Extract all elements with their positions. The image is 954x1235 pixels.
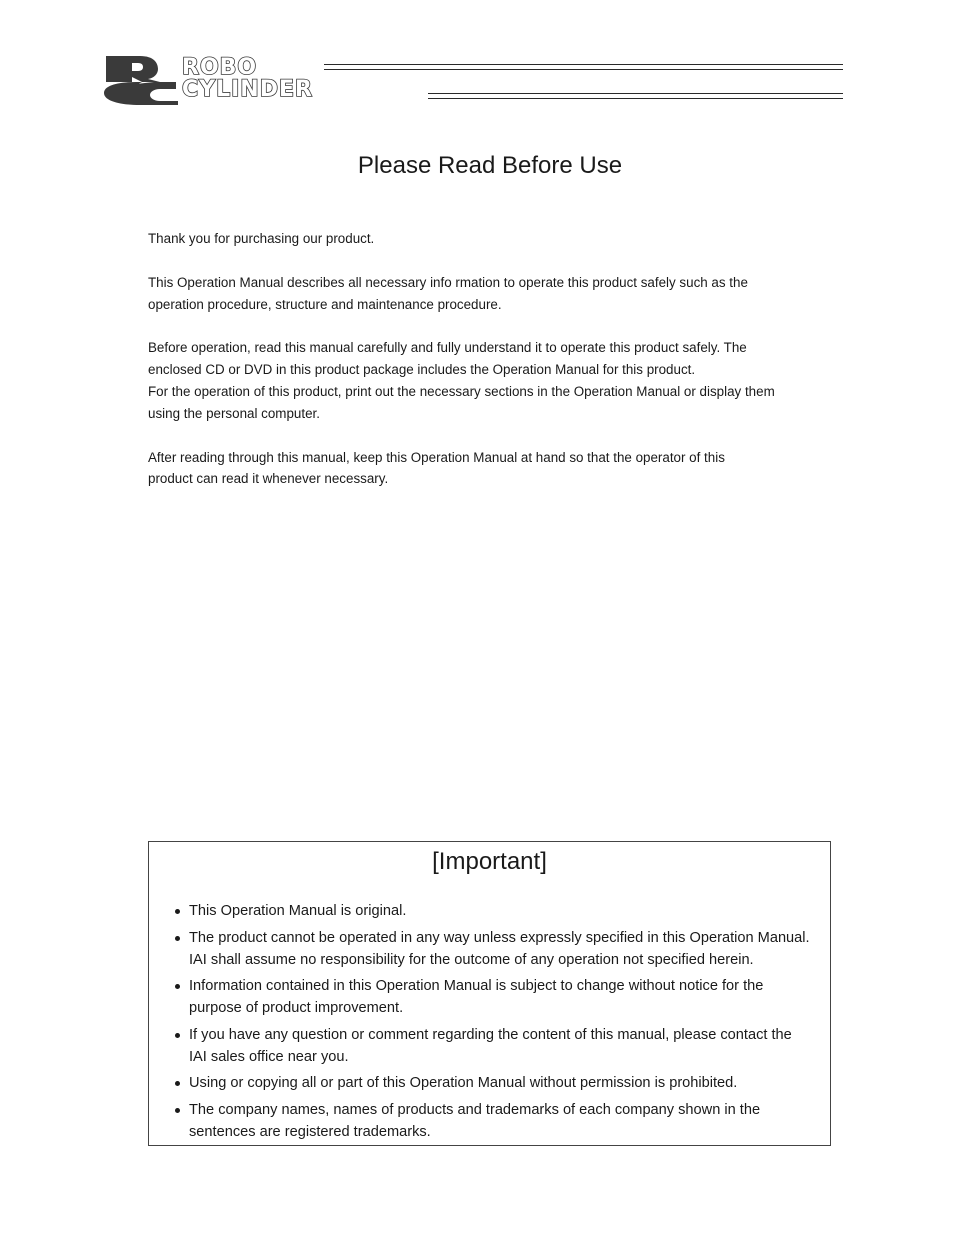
intro-section (148, 228, 818, 512)
bullet-icon (175, 1108, 180, 1113)
header-rule-top (324, 64, 843, 70)
list-item-text: Information contained in this Operation Manual is subject to change without notice for the purpose of product improvement. (189, 978, 764, 1016)
bullet-icon (175, 936, 180, 941)
important-box (148, 841, 831, 1146)
paragraph-description: This Operation Manual describes all necessary info rmation to operate this product safely such as the operation procedure, structure and maintenance procedure. (148, 274, 748, 312)
bullet-icon (175, 1081, 180, 1086)
bullet-icon (175, 984, 180, 989)
header-rule-bottom (428, 93, 843, 99)
list-item (173, 1099, 812, 1143)
list-item-text: Using or copying all or part of this Operation Manual without permission is prohibited. (189, 1075, 738, 1091)
bullet-icon (175, 909, 180, 914)
logo-wordmark (182, 57, 313, 101)
list-item (173, 1072, 812, 1094)
page-title: Please Read Before Use (357, 152, 623, 179)
list-item-text: The product cannot be operated in any way unless expressly specified in this Operation Manual. IAI shall assume no responsibility for the outcome of any operation not specified herein. (189, 929, 810, 968)
list-item-text: If you have any question or comment regarding the content of this manual, please contact the IAI sales office near you. (189, 1026, 792, 1065)
bullet-icon (175, 1033, 180, 1038)
logo-line-robo: ROBO (182, 55, 258, 80)
logo-line-cylinder: CYLINDER (182, 77, 313, 102)
paragraph-before-operation: Before operation, read this manual carefully and fully understand it to operate this product safely. The enclosed CD or DVD in this product package includes the Operation Manual for this product. For the operation of this product, print out the necessary sections in the Operation Manual or display them using the personal computer. (148, 340, 775, 421)
list-item-text: The company names, names of products and trademarks of each company shown in the sentences are registered trademarks. (189, 1101, 761, 1140)
list-item (173, 900, 812, 922)
header (100, 55, 845, 105)
list-item-text: This Operation Manual is original. (189, 903, 407, 919)
list-item (173, 975, 812, 1019)
important-list (173, 900, 812, 1147)
paragraph-keep-manual: After reading through this manual, keep this Operation Manual at hand so that the operator of this product can read it whenever necessary. (148, 449, 725, 487)
paragraph-thanks: Thank you for purchasing our product. (148, 231, 375, 246)
important-title: [Important] (432, 848, 547, 875)
list-item (173, 927, 812, 971)
rc-logo-mark (102, 55, 180, 105)
list-item (173, 1024, 812, 1068)
